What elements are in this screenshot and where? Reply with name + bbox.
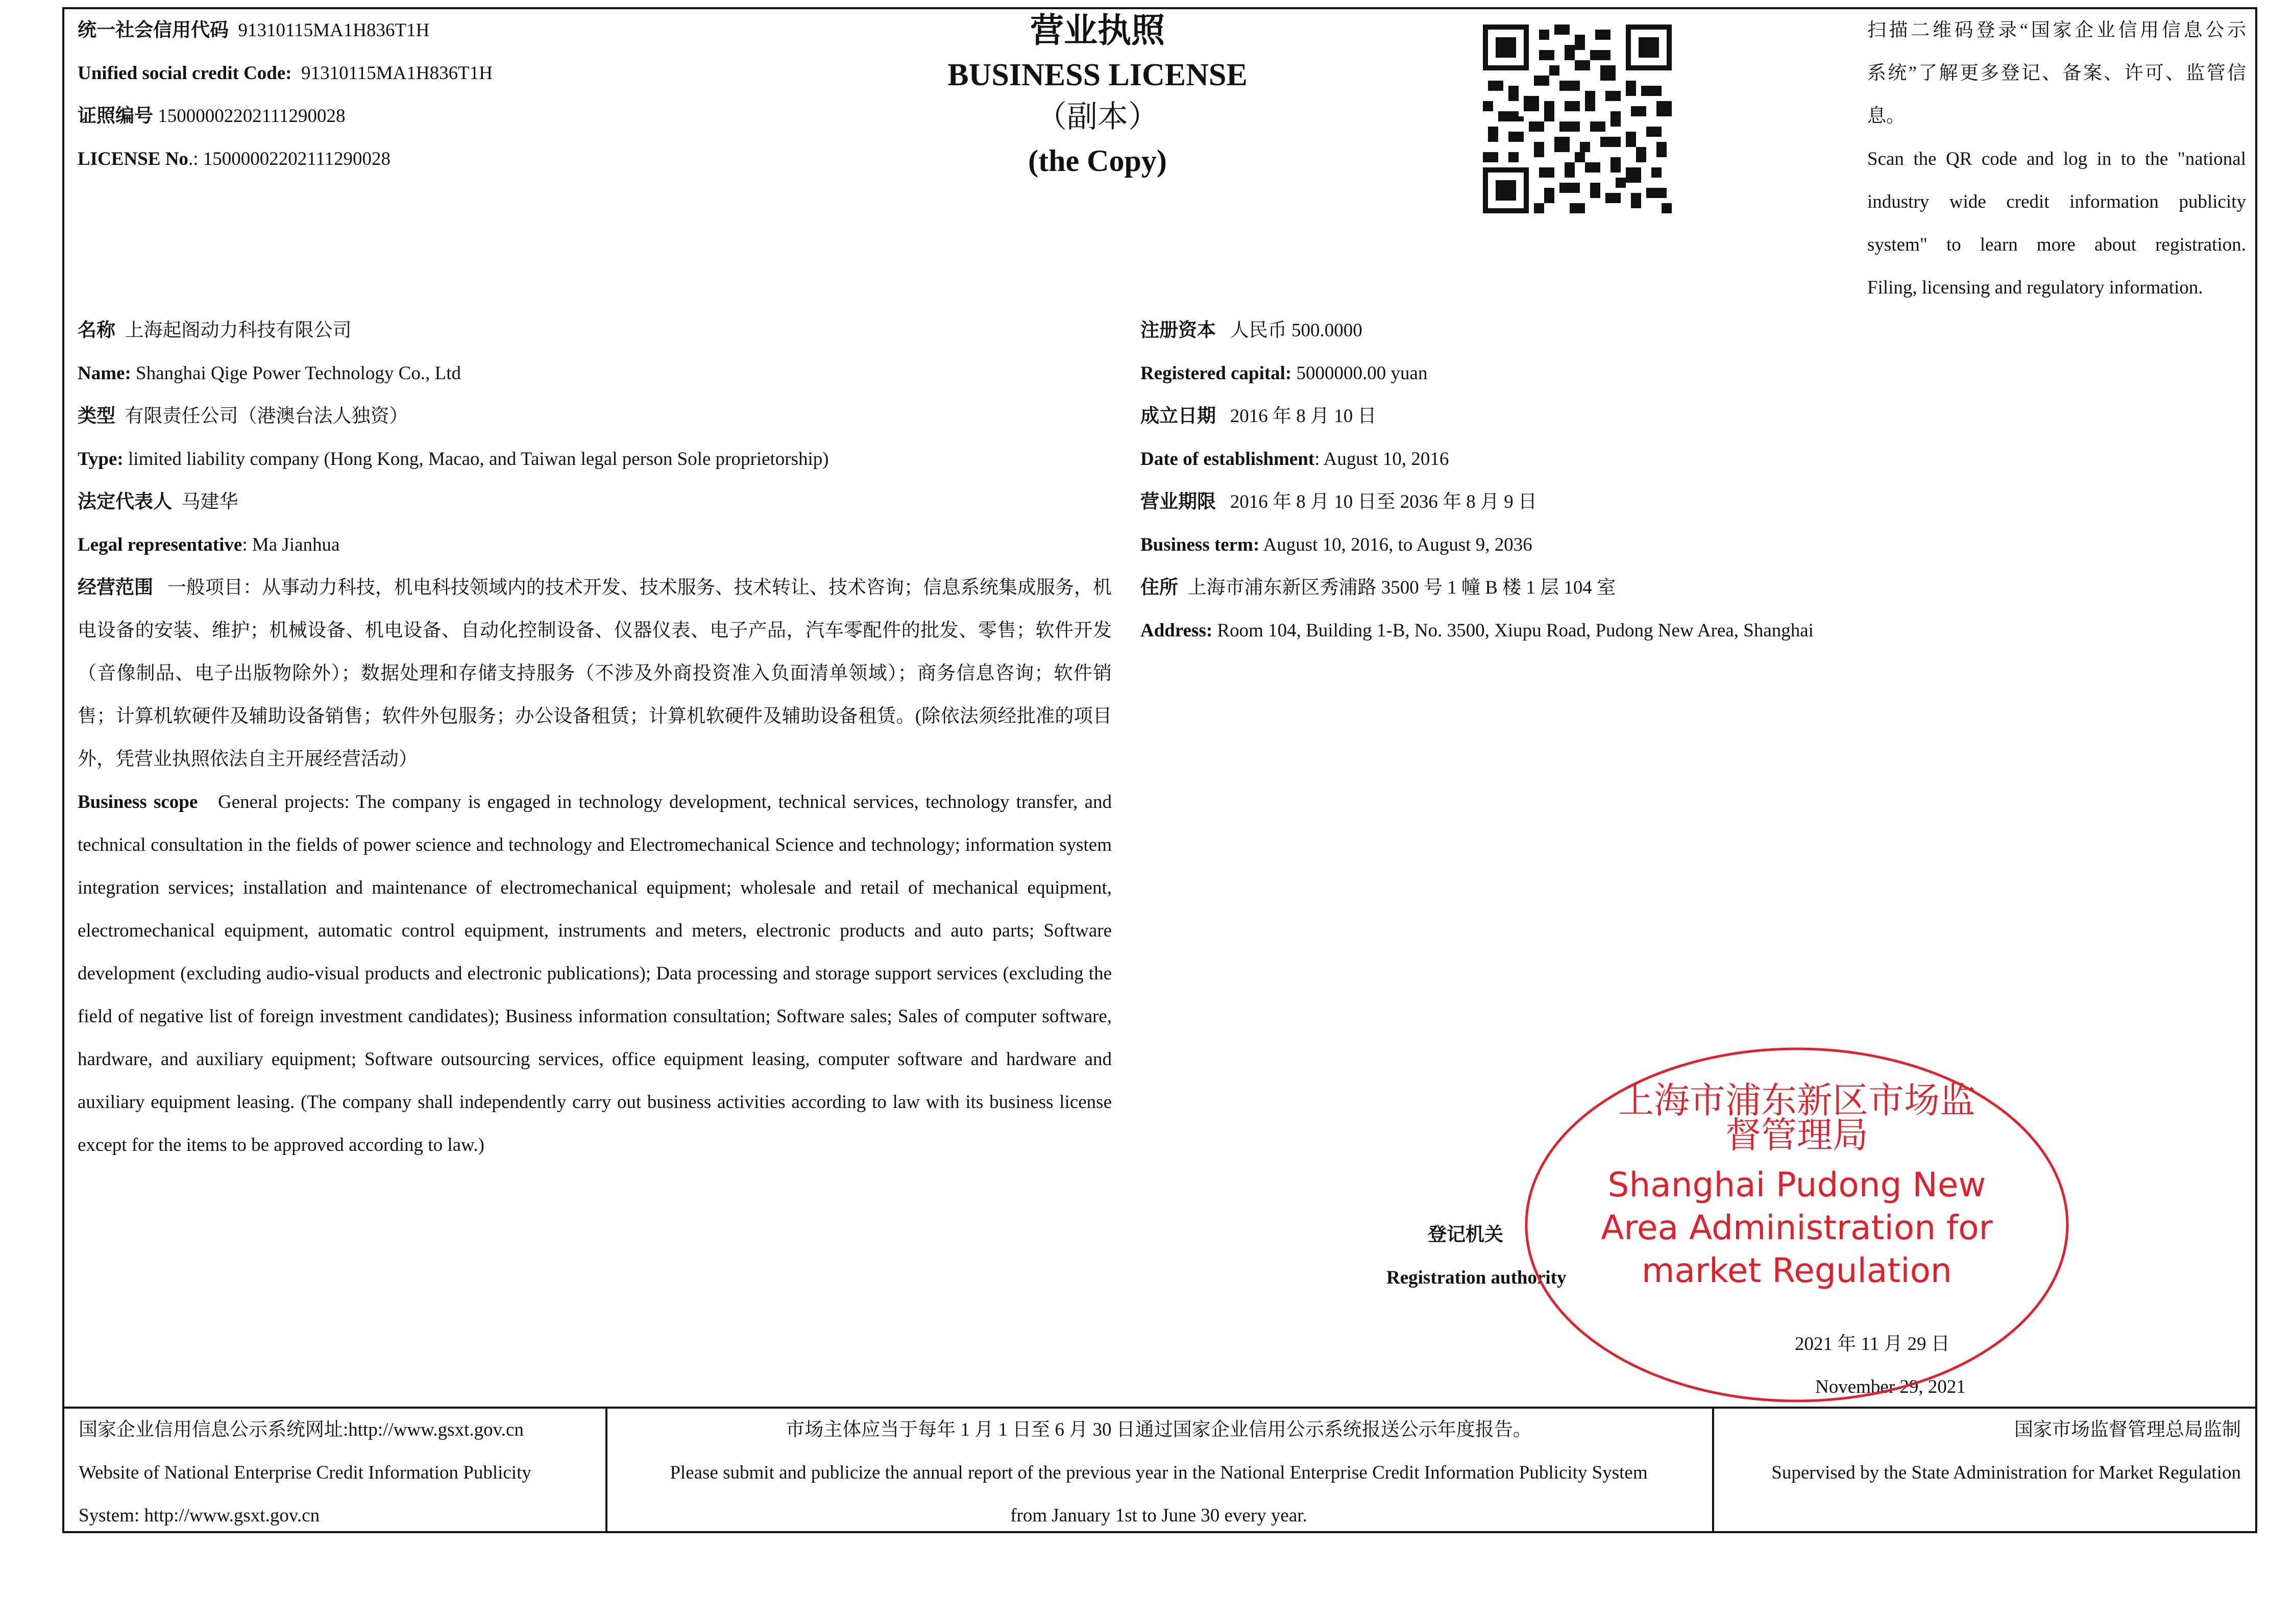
qr-note: [1867, 9, 2246, 309]
registration-date-en: November 29, 2021: [1815, 1376, 1966, 1397]
credit-code-en: Unified social credit Code: 91310115MA1H836T1H: [78, 63, 493, 84]
qr-note-cn-line: 系统”了解更多登记、备案、许可、监管信: [1867, 63, 2246, 84]
registration-date-cn: 2021 年 11 月 29 日: [1795, 1334, 1950, 1355]
registration-authority-en: Registration authority: [1386, 1267, 1567, 1288]
registration-authority-cn: 登记机关: [1428, 1224, 1503, 1245]
title-copy-en: (the Copy): [1028, 144, 1167, 178]
footer-website: 国家企业信用信息公示系统网址:http://www.gsxt.gov.cn Website of National Enterprise Credit Information Publicity System: http://www.gsxt.gov.cn: [79, 1419, 531, 1526]
seal-text-cn: 上海市浦东新区市场监 督管理局: [1618, 1079, 1975, 1156]
legal-rep-en: Legal representative: Ma Jianhua: [78, 534, 340, 555]
registered-capital-cn: 注册资本 人民币 500.0000: [1140, 320, 1362, 341]
address-cn: 住所 上海市浦东新区秀浦路 3500 号 1 幢 B 楼 1 层 104 室: [1140, 577, 1616, 598]
license-no-cn: 证照编号 15000002202111290028: [78, 106, 346, 127]
establish-date-cn: 成立日期 2016 年 8 月 10 日: [1140, 406, 1377, 427]
legal-rep-cn: 法定代表人 马建华: [78, 491, 238, 512]
title-en: BUSINESS LICENSE: [947, 58, 1248, 92]
footer-supervisor: 国家市场监督管理总局监制 Supervised by the State Administration for Market Regulation: [1771, 1419, 2241, 1483]
registered-capital-en: Registered capital: 5000000.00 yuan: [1140, 363, 1428, 384]
footer-annual-report: 市场主体应当于每年 1 月 1 日至 6 月 30 日通过国家企业信用公示系统报送公示年度报告。 Please submit and publicize the annual report of the previous year in the National Enterprise Credit Information Publicity System from January 1st to June 30 every year.: [670, 1419, 1648, 1526]
seal-text-en: Shanghai Pudong New Area Administration for market Regulation: [1601, 1165, 1993, 1290]
establish-date-en: Date of establishment: August 10, 2016: [1140, 449, 1449, 470]
qr-code-icon[interactable]: [1483, 24, 1672, 213]
business-scope-cn: 经营范围 一般项目：从事动力科技，机电科技领域内的技术开发、技术服务、技术转让、技术咨询；信息系统集成服务，机电设备的安装、维护；机械设备、机电设备、自动化控制设备、仪器仪表、电子产品，汽车零配件的批发、零售；软件开发（音像制品、电子出版物除外）；数据处理和存储支持服务（不涉及外商投资准入负面清单领域）；商务信息咨询；软件销售；计算机软硬件及辅助设备销售；软件外包服务；办公设备租赁；计算机软硬件及辅助设备租赁。(除依法须经批准的项目外，凭营业执照依法自主开展经营活动）: [78, 577, 1112, 770]
business-term-cn: 营业期限 2016 年 8 月 10 日至 2036 年 8 月 9 日: [1140, 491, 1537, 512]
qr-note-en-line: Filing, licensing and regulatory information.: [1867, 277, 2203, 298]
qr-note-cn-line: 扫描二维码登录“国家企业信用信息公示: [1867, 20, 2246, 41]
address-en: Address: Room 104, Building 1-B, No. 3500, Xiupu Road, Pudong New Area, Shanghai: [1140, 620, 1814, 641]
footer: [62, 1407, 2257, 1533]
credit-code-cn: 统一社会信用代码 91310115MA1H836T1H: [78, 20, 430, 41]
qr-note-en-line: industry wide credit information publicity: [1867, 191, 2246, 212]
company-type-cn: 类型 有限责任公司（港澳台法人独资）: [78, 406, 408, 427]
license-no-en: LICENSE No.: 15000002202111290028: [78, 149, 391, 169]
qr-note-cn-line: 息。: [1867, 106, 1905, 127]
company-type-en: Type: limited liability company (Hong Kong, Macao, and Taiwan legal person Sole proprietorship): [78, 449, 829, 470]
qr-note-en-line: Scan the QR code and log in to the "national: [1867, 149, 2246, 169]
company-name-en: Name: Shanghai Qige Power Technology Co., Ltd: [78, 363, 461, 384]
business-term-en: Business term: August 10, 2016, to August 9, 2036: [1140, 534, 1532, 555]
title-copy-cn: （副本）: [1036, 100, 1159, 134]
qr-note-en-line: system" to learn more about registration.: [1867, 234, 2246, 255]
title-cn: 营业执照: [1030, 12, 1165, 50]
company-name-cn: 名称 上海起阁动力科技有限公司: [78, 320, 352, 341]
business-scope-en: Business scope General projects: The company is engaged in technology development, technical services, technology transfer, and technical consultation in the fields of power science and technology and Electromechanical Science and technology; information system integration services; installation and maintenance of electromechanical equipment; wholesale and retail of mechanical equipment, electromechanical equipment, automatic control equipment, instruments and meters, electronic products and auto parts; Software development (excluding audio-visual products and electronic publications); Data processing and storage support services (excluding the field of negative list of foreign investment candidates); Business information consultation; Software sales; Sales of computer software, hardware, and auxiliary equipment; Software outsourcing services, office equipment leasing, computer software and hardware and auxiliary equipment leasing. (The company shall independently carry out business activities according to law with its business license except for the items to be approved according to law.): [78, 792, 1112, 1155]
